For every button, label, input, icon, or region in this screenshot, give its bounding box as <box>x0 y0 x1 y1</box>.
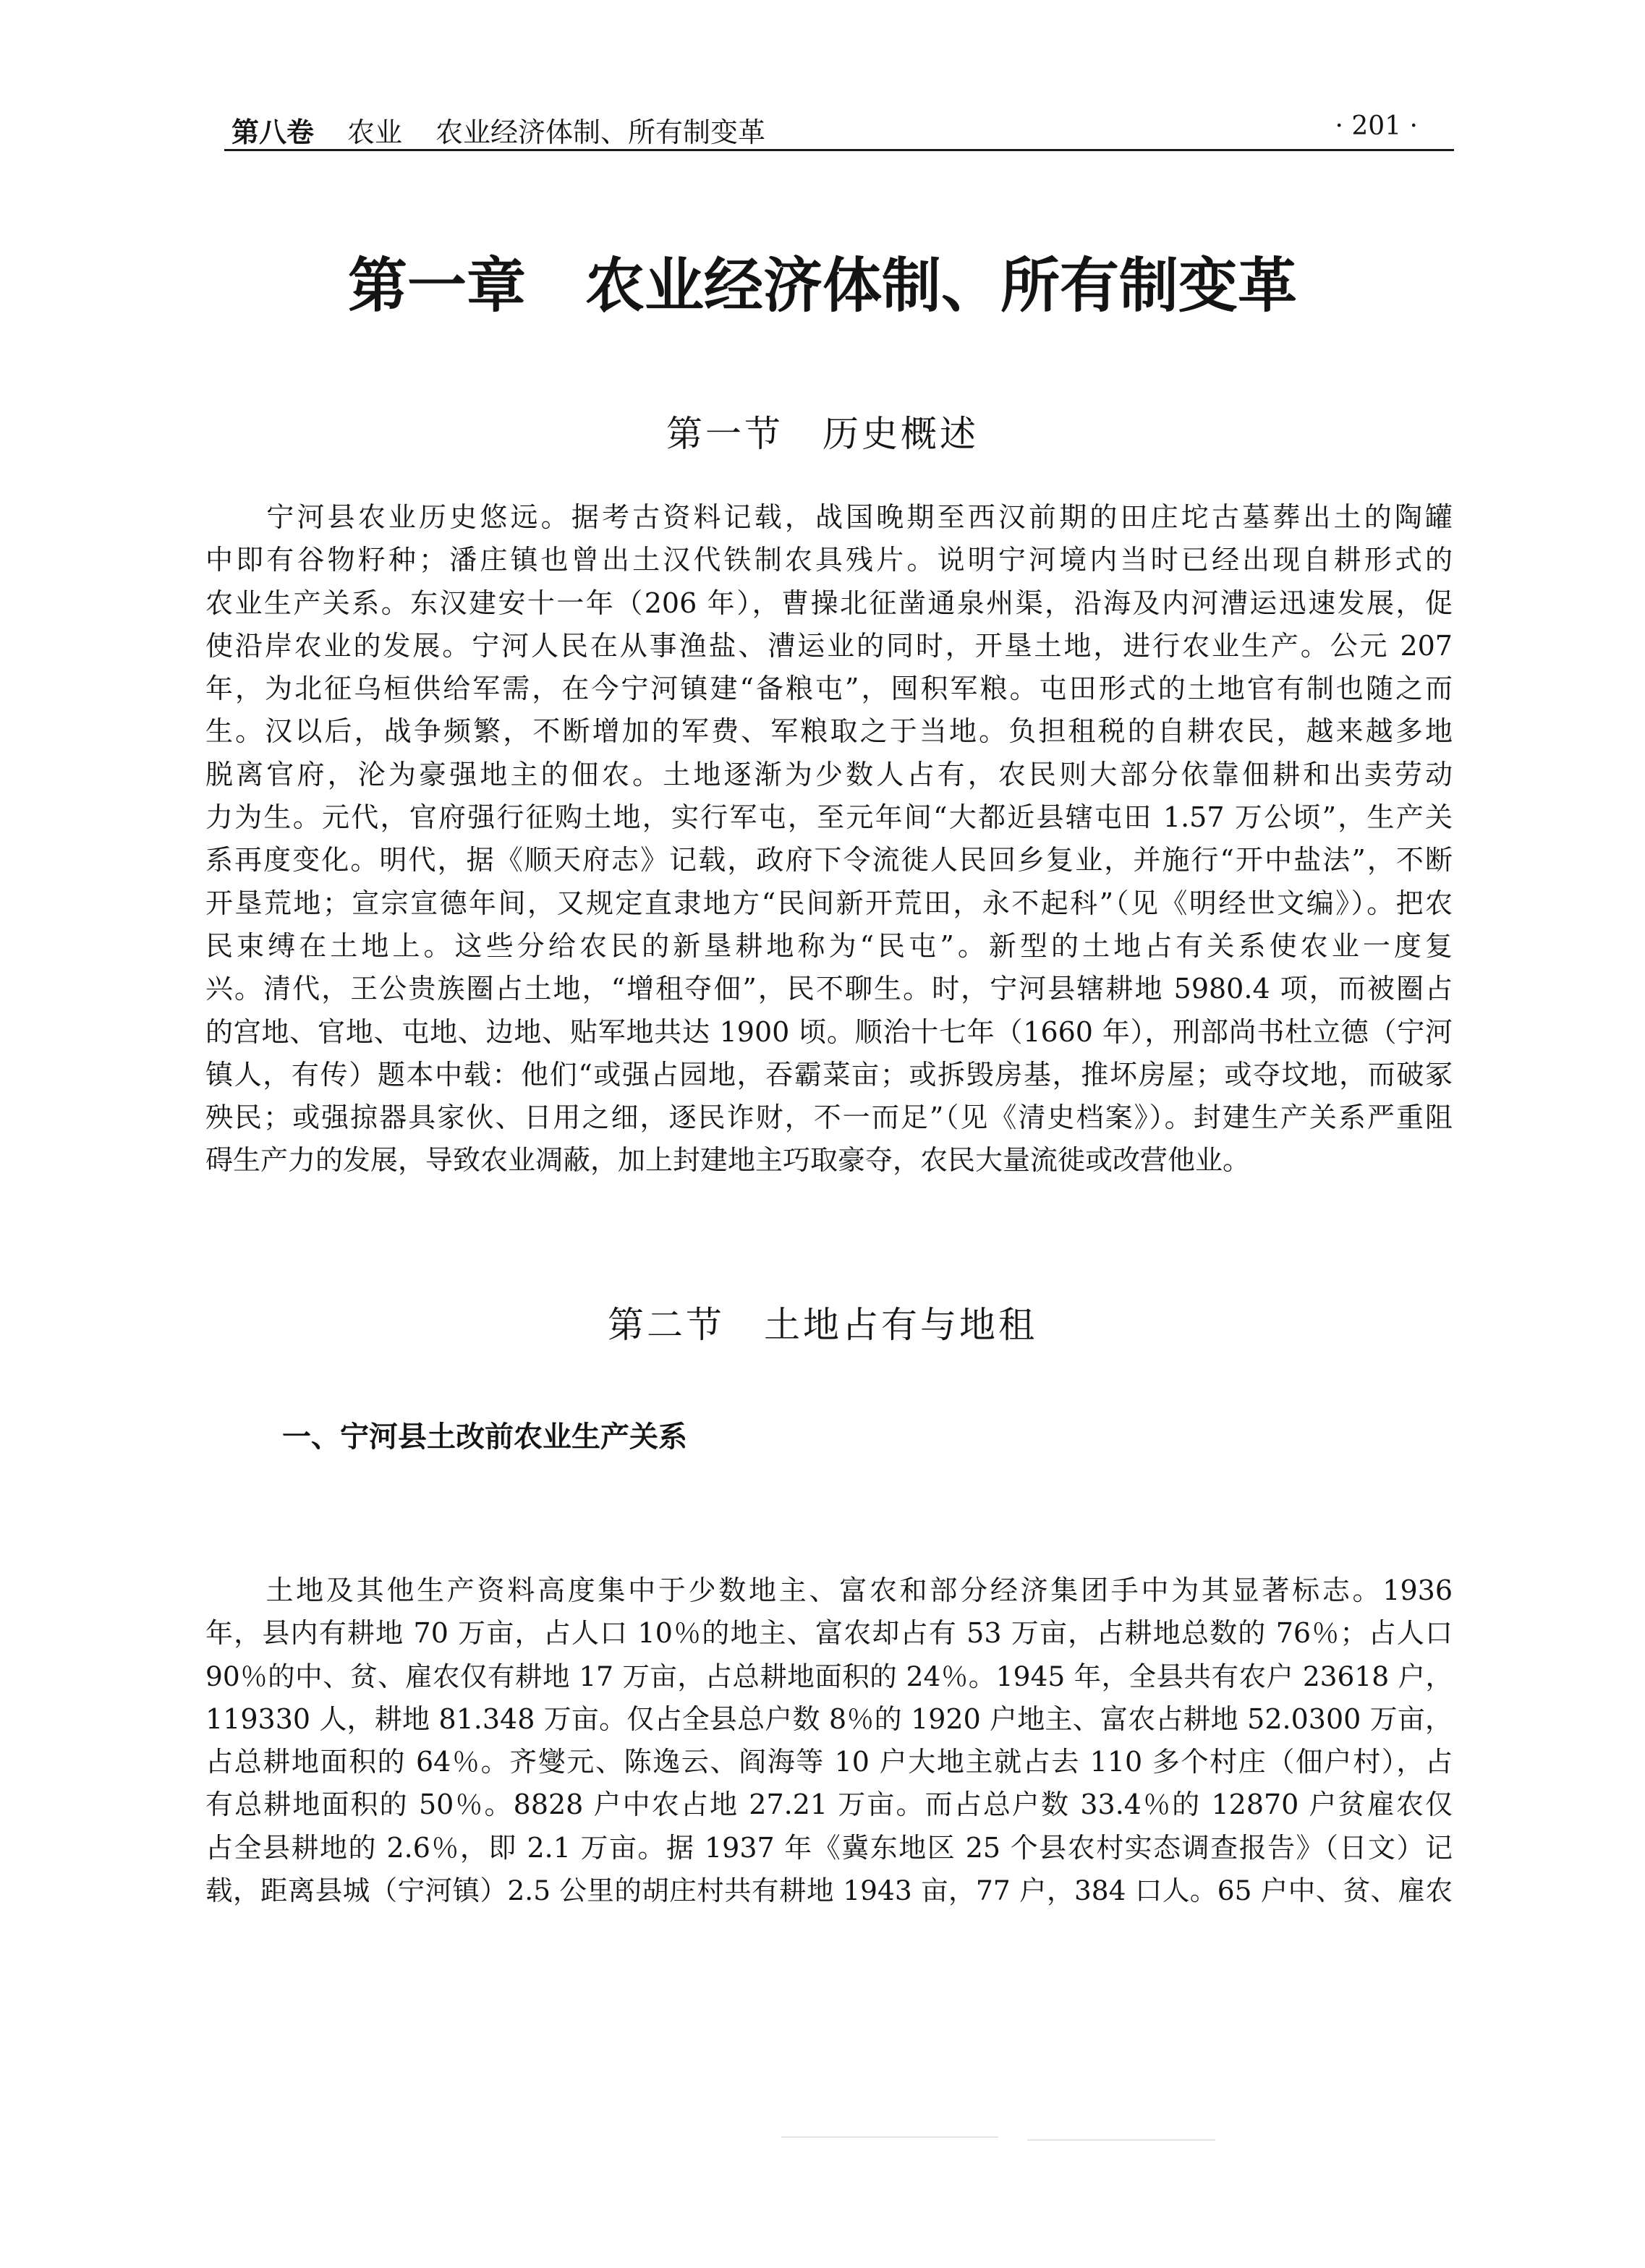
text-line: 镇人，有传）题本中载：他们“或强占园地，吞霸菜亩；或拆毁房基，推坏房屋；或夺坟地，而破冢 <box>205 1058 1453 1091</box>
running-header <box>224 108 1454 151</box>
subsection-title-relations: 一、宁河县土改前农业生产关系 <box>282 1420 687 1454</box>
text-line: 有总耕地面积的 50％。8828 户中农占地 27.21 万亩。而占总户数 33.4％的 12870 户贫雇农仅 <box>205 1789 1453 1821</box>
text-line: 宁河县农业历史悠远。据考古资料记载，战国晚期至西汉前期的田庄坨古墓葬出土的陶罐 <box>205 501 1453 533</box>
text-line: 的宫地、官地、屯地、边地、贴军地共达 1900 顷。顺治十七年（1660 年），刑部尚书杜立德（宁河 <box>205 1015 1453 1048</box>
paragraph-land <box>205 1569 1453 1912</box>
text-line: 占全县耕地的 2.6％，即 2.1 万亩。据 1937 年《冀东地区 25 个县农村实态调查报告》（日文）记 <box>205 1831 1453 1864</box>
text-line: 年，县内有耕地 70 万亩，占人口 10％的地主、富农却占有 53 万亩，占耕地总数的 76％；占人口 <box>205 1617 1453 1650</box>
text-line: 使沿岸农业的发展。宁河人民在从事渔盐、漕运业的同时，开垦土地，进行农业生产。公元 207 <box>205 629 1453 662</box>
text-line: 民束缚在土地上。这些分给农民的新垦耕地称为“民屯”。新型的土地占有关系使农业一度复 <box>205 929 1453 962</box>
header-topic: 农业经济体制、所有制变革 <box>435 116 766 148</box>
text-line: 农业生产关系。东汉建安十一年（206 年），曹操北征凿通泉州渠，沿海及内河漕运迅速发展，促 <box>205 587 1453 619</box>
header-section: 农业 <box>347 116 403 148</box>
text-line: 年，为北征乌桓供给军需，在今宁河镇建“备粮屯”，囤积军粮。屯田形式的土地官有制也随之而 <box>205 673 1453 705</box>
text-line: 开垦荒地；宣宗宣德年间，又规定直隶地方“民间新开荒田，永不起科”（见《明经世文编》）。把农 <box>205 887 1453 919</box>
scan-speck <box>1027 2139 1215 2141</box>
header-volume: 第八卷 <box>231 116 315 148</box>
text-line: 兴。清代，王公贵族圈占土地，“增租夺佃”，民不聊生。时，宁河县辖耕地 5980.4 项，而被圈占 <box>205 973 1453 1005</box>
text-line: 系再度变化。明代，据《顺天府志》记载，政府下令流徙人民回乡复业，并施行“开中盐法”，不断 <box>205 844 1453 877</box>
text-line: 载，距离县城（宁河镇）2.5 公里的胡庄村共有耕地 1943 亩，77 户，384 口人。65 户中、贫、雇农 <box>205 1875 1453 1907</box>
text-line: 中即有谷物籽种；潘庄镇也曾出土汉代铁制农具残片。说明宁河境内当时已经出现自耕形式的 <box>205 544 1453 576</box>
chapter-title: 第一章 农业经济体制、所有制变革 <box>347 252 1297 320</box>
section-title-history: 第一节 历史概述 <box>666 413 979 455</box>
text-line: 119330 人，耕地 81.348 万亩。仅占全县总户数 8％的 1920 户地主、富农占耕地 52.0300 万亩， <box>205 1702 1453 1735</box>
text-line: 碍生产力的发展，导致农业凋蔽，加上封建地主巧取豪夺，农民大量流徙或改营他业。 <box>205 1144 1251 1177</box>
text-line: 脱离官府，沦为豪强地主的佃农。土地逐渐为少数人占有，农民则大部分依靠佃耕和出卖劳动 <box>205 758 1453 790</box>
text-line: 90％的中、贫、雇农仅有耕地 17 万亩，占总耕地面积的 24％。1945 年，全县共有农户 23618 户， <box>205 1660 1453 1692</box>
text-line: 力为生。元代，官府强行征购土地，实行军屯，至元年间“大都近县辖屯田 1.57 万公顷”，生产关 <box>205 801 1453 834</box>
section-title-land: 第二节 土地占有与地租 <box>608 1304 1037 1346</box>
text-line: 生。汉以后，战争频繁，不断增加的军费、军粮取之于当地。负担租税的自耕农民，越来越多地 <box>205 715 1453 748</box>
text-line: 殃民；或强掠器具家伙、日用之细，逐民诈财，不一而足”（见《清史档案》）。封建生产关系严重阻 <box>205 1101 1453 1134</box>
scan-speck <box>781 2136 998 2138</box>
paragraph-history <box>205 496 1453 1182</box>
running-header-left <box>231 110 765 150</box>
page-number: · 201 · <box>1335 111 1418 141</box>
text-line: 占总耕地面积的 64％。齐燮元、陈逸云、阎海等 10 户大地主就占去 110 多个村庄（佃户村），占 <box>205 1746 1453 1778</box>
text-line: 土地及其他生产资料高度集中于少数地主、富农和部分经济集团手中为其显著标志。1936 <box>205 1574 1453 1606</box>
